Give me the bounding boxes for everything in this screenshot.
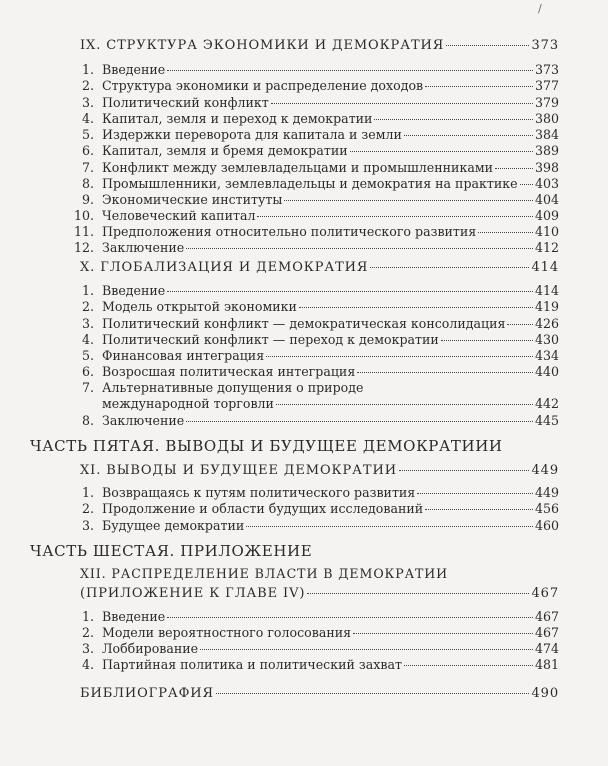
toc-entry[interactable] <box>72 332 559 348</box>
page-number: 409 <box>534 208 559 223</box>
toc-entry[interactable] <box>72 625 559 641</box>
dot-leader <box>257 215 533 217</box>
entry-title: Предположения относительно политического развития <box>102 224 477 239</box>
entry-number: 10. <box>73 208 94 223</box>
entry-number: 2. <box>81 625 94 640</box>
toc-entry[interactable] <box>72 348 559 364</box>
dot-leader <box>425 508 533 510</box>
page-number: 430 <box>534 332 559 347</box>
page-number: 414 <box>531 260 559 275</box>
entry-number: 4. <box>81 332 94 347</box>
entry-number: 2. <box>81 501 94 516</box>
page-number: 440 <box>534 364 559 379</box>
entry-title: Промышленники, землевладельцы и демократия на практике <box>102 176 518 191</box>
entry-title: Капитал, земля и переход к демократии <box>102 111 373 126</box>
page-number: 412 <box>534 240 559 255</box>
dot-leader <box>507 323 532 325</box>
entry-number: 7. <box>81 160 94 175</box>
page-number: 380 <box>534 111 559 126</box>
dot-leader <box>404 664 533 666</box>
entry-title: Продолжение и области будущих исследований <box>102 501 424 516</box>
entry-number: 5. <box>81 127 94 142</box>
page-number: 373 <box>534 62 559 77</box>
entry-number: 9. <box>81 192 94 207</box>
entry-number: 2. <box>81 299 94 314</box>
page-number: 467 <box>531 586 559 601</box>
page-number: 474 <box>534 641 559 656</box>
dot-leader <box>200 648 533 650</box>
part-five-heading[interactable]: ЧАСТЬ ПЯТАЯ. ВЫВОДЫ И БУДУЩЕЕ ДЕМОКРАТИИИ <box>30 437 503 455</box>
dot-leader <box>370 266 529 268</box>
page-number: 384 <box>534 127 559 142</box>
dot-leader <box>350 150 533 152</box>
chapter-title: XI. ВЫВОДЫ И БУДУЩЕЕ ДЕМОКРАТИИ <box>80 463 397 478</box>
dot-leader <box>216 692 530 694</box>
toc-chapter-10[interactable] <box>80 260 559 276</box>
bibliography-title: БИБЛИОГРАФИЯ <box>80 686 214 701</box>
dot-leader <box>276 403 533 405</box>
page-number: 414 <box>534 283 559 298</box>
entry-number: 8. <box>81 176 94 191</box>
toc-entry[interactable] <box>72 160 559 176</box>
toc-entry[interactable] <box>72 95 559 111</box>
page-number: 445 <box>534 413 559 428</box>
page-number: 490 <box>531 686 559 701</box>
dot-leader <box>299 306 533 308</box>
entry-title-continuation: международной торговли <box>102 396 274 411</box>
page-number: 377 <box>534 78 559 93</box>
dot-leader <box>271 102 533 104</box>
entry-number: 12. <box>73 240 94 255</box>
toc-entry[interactable] <box>72 283 559 299</box>
page-number: 467 <box>534 609 559 624</box>
entry-title: Человеческий капитал <box>102 208 256 223</box>
entry-title: Будущее демократии <box>102 518 245 533</box>
part-six-heading[interactable]: ЧАСТЬ ШЕСТАЯ. ПРИЛОЖЕНИЕ <box>30 542 313 560</box>
toc-entry[interactable] <box>72 413 559 429</box>
dot-leader <box>167 290 533 292</box>
page-number: 449 <box>531 463 559 478</box>
page-number: 410 <box>534 224 559 239</box>
toc-entry[interactable] <box>72 364 559 380</box>
dot-leader <box>357 371 533 373</box>
chapter-title: X. ГЛОБАЛИЗАЦИЯ И ДЕМОКРАТИЯ <box>80 260 369 275</box>
page-number: 373 <box>531 38 559 53</box>
chapter-12-title-line1[interactable]: XII. РАСПРЕДЕЛЕНИЕ ВЛАСТИ В ДЕМОКРАТИИ <box>80 566 449 581</box>
entry-title: Возвращаясь к путям политического развития <box>102 485 416 500</box>
page-number: 403 <box>534 176 559 191</box>
toc-entry[interactable] <box>72 111 559 127</box>
dot-leader <box>307 592 529 594</box>
toc-chapter-9[interactable] <box>80 38 559 54</box>
entry-title: Модели вероятностного голосования <box>102 625 352 640</box>
dot-leader <box>167 69 533 71</box>
entry-number: 1. <box>81 609 94 624</box>
corner-mark: / <box>538 2 542 15</box>
page-number: 467 <box>534 625 559 640</box>
toc-entry[interactable] <box>72 62 559 78</box>
entry-number: 3. <box>81 641 94 656</box>
page-number: 419 <box>534 299 559 314</box>
toc-entry[interactable] <box>72 609 559 625</box>
toc-chapter-11[interactable] <box>80 463 559 479</box>
dot-leader <box>167 616 533 618</box>
page-number: 404 <box>534 192 559 207</box>
toc-entry[interactable] <box>72 380 559 396</box>
page-number: 481 <box>534 657 559 672</box>
page-number: 434 <box>534 348 559 363</box>
entry-number: 2. <box>81 78 94 93</box>
entry-title: Экономические институты <box>102 192 283 207</box>
entry-number: 1. <box>81 283 94 298</box>
toc-entry[interactable] <box>72 240 559 256</box>
page-number: 442 <box>534 396 559 411</box>
chapter-title-line2: (ПРИЛОЖЕНИЕ К ГЛАВЕ IV) <box>80 586 306 601</box>
entry-title: Структура экономики и распределение доходов <box>102 78 424 93</box>
dot-leader <box>404 134 533 136</box>
entry-number: 6. <box>81 364 94 379</box>
dot-leader <box>478 231 533 233</box>
chapter-title: IX. СТРУКТУРА ЭКОНОМИКИ И ДЕМОКРАТИЯ <box>80 38 445 53</box>
entry-number: 11. <box>73 224 94 239</box>
entry-title: Политический конфликт — переход к демократии <box>102 332 439 347</box>
dot-leader <box>520 183 533 185</box>
page-number: 426 <box>534 316 559 331</box>
entry-number: 3. <box>81 316 94 331</box>
toc-entry-continued[interactable] <box>102 396 559 412</box>
page-number: 398 <box>534 160 559 175</box>
dot-leader <box>246 525 533 527</box>
dot-leader <box>417 492 533 494</box>
dot-leader <box>425 85 533 87</box>
toc-entry[interactable] <box>72 192 559 208</box>
entry-number: 4. <box>81 657 94 672</box>
toc-entry[interactable] <box>72 176 559 192</box>
entry-title: Модель открытой экономики <box>102 299 297 314</box>
entry-number: 4. <box>81 111 94 126</box>
toc-entry[interactable] <box>72 208 559 224</box>
toc-entry[interactable] <box>72 316 559 332</box>
entry-title: Введение <box>102 283 166 298</box>
toc-entry[interactable] <box>72 127 559 143</box>
entry-title: Заключение <box>102 240 185 255</box>
entry-title: Партийная политика и политический захват <box>102 657 402 672</box>
page-number: 460 <box>534 518 559 533</box>
dot-leader <box>441 339 533 341</box>
dot-leader <box>186 247 533 249</box>
page-number: 379 <box>534 95 559 110</box>
page-number: 456 <box>534 501 559 516</box>
entry-title: Финансовая интеграция <box>102 348 265 363</box>
page-number: 389 <box>534 143 559 158</box>
toc-entry[interactable] <box>72 78 559 94</box>
dot-leader <box>284 199 533 201</box>
entry-title: Введение <box>102 609 166 624</box>
entry-number: 6. <box>81 143 94 158</box>
entry-title: Политический конфликт <box>102 95 269 110</box>
entry-number: 5. <box>81 348 94 363</box>
toc-entry[interactable] <box>72 657 559 673</box>
entry-title: Заключение <box>102 413 185 428</box>
entry-number: 3. <box>81 95 94 110</box>
toc-entry[interactable] <box>72 143 559 159</box>
toc-bibliography[interactable] <box>80 686 559 702</box>
entry-number: 1. <box>81 62 94 77</box>
dot-leader <box>374 118 533 120</box>
dot-leader <box>495 167 533 169</box>
toc-entry[interactable] <box>72 299 559 315</box>
dot-leader <box>186 420 533 422</box>
entry-title: Конфликт между землевладельцами и промышленниками <box>102 160 494 175</box>
toc-entry[interactable] <box>72 518 559 534</box>
dot-leader <box>353 632 533 634</box>
toc-entry[interactable] <box>72 485 559 501</box>
entry-title: Возросшая политическая интеграция <box>102 364 356 379</box>
entry-title: Лоббирование <box>102 641 199 656</box>
toc-entry[interactable] <box>72 501 559 517</box>
entry-title: Введение <box>102 62 166 77</box>
dot-leader <box>266 355 533 357</box>
entry-number: 7. <box>81 380 94 395</box>
entry-title: Политический конфликт — демократическая консолидация <box>102 316 506 331</box>
toc-entry[interactable] <box>72 641 559 657</box>
page-number: 449 <box>534 485 559 500</box>
dot-leader <box>446 44 529 46</box>
entry-title: Капитал, земля и бремя демократии <box>102 143 348 158</box>
entry-title: Издержки переворота для капитала и земли <box>102 127 402 142</box>
toc-entry[interactable] <box>72 224 559 240</box>
entry-number: 1. <box>81 485 94 500</box>
toc-chapter-12[interactable] <box>80 586 559 602</box>
entry-number: 8. <box>81 413 94 428</box>
dot-leader <box>399 469 530 471</box>
entry-title: Альтернативные допущения о природе <box>102 380 364 395</box>
entry-number: 3. <box>81 518 94 533</box>
